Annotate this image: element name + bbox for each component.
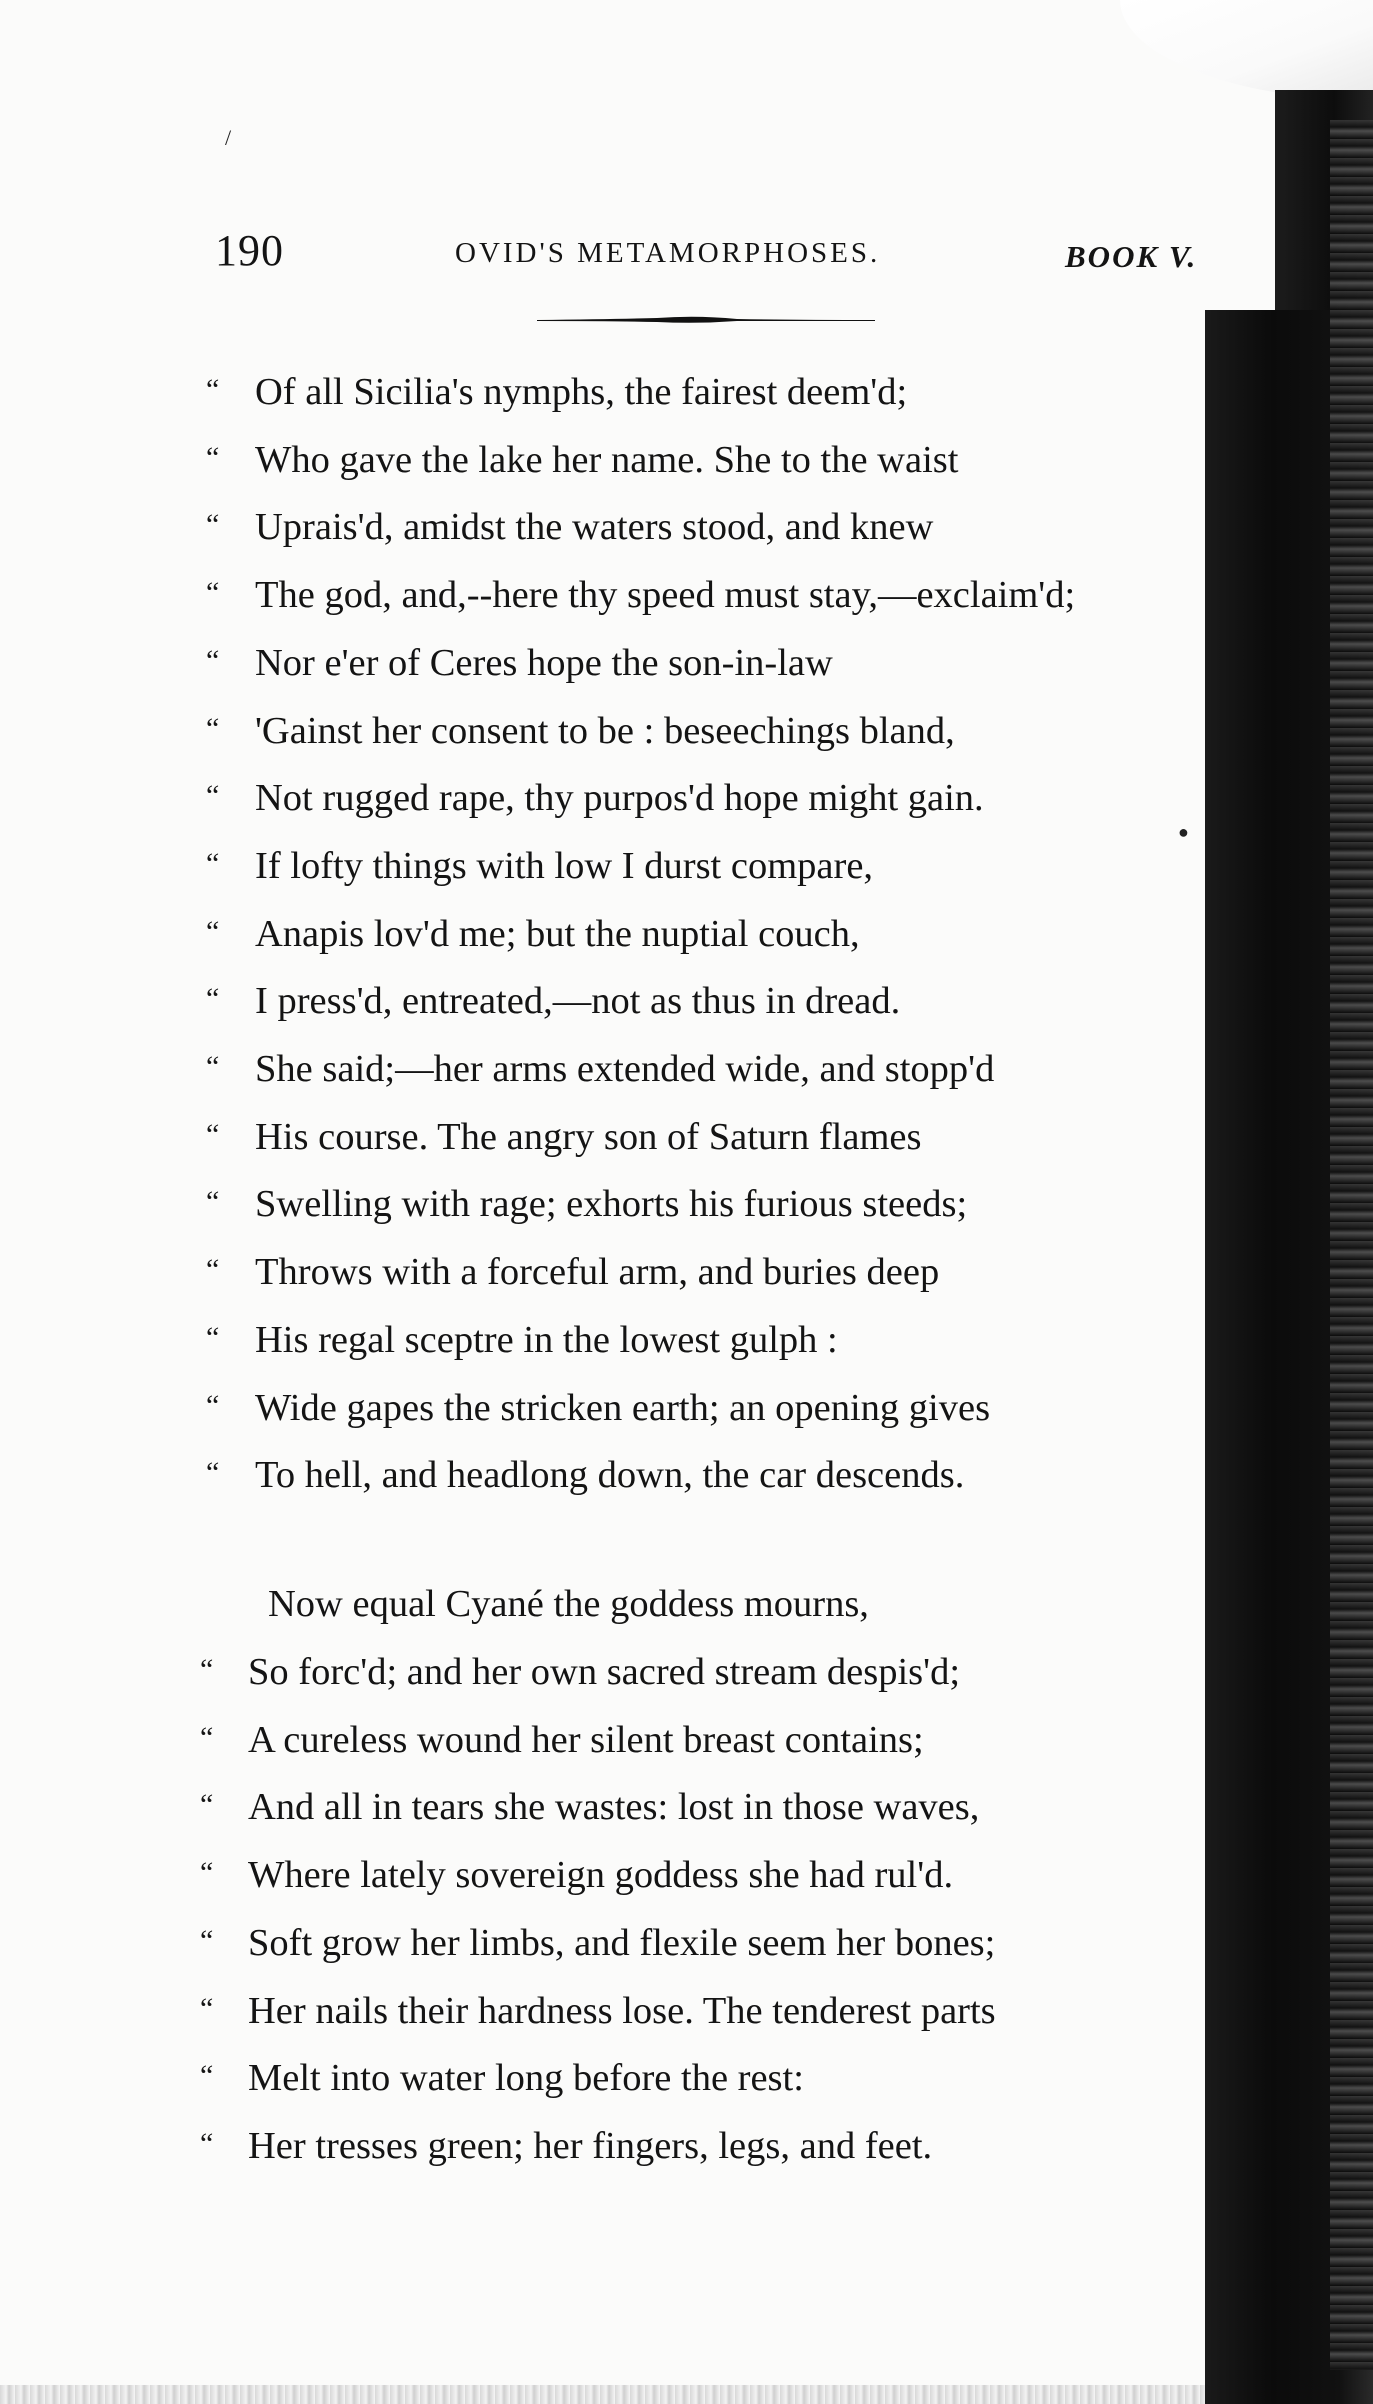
quote-mark: “ (200, 1653, 214, 1686)
stanza1-line-1: Of all Sicilia's nymphs, the fairest deem'd; (255, 371, 908, 413)
running-header (0, 225, 1220, 285)
book-label: BOOK V. (1065, 239, 1198, 274)
quote-mark: “ (206, 1389, 220, 1422)
stanza2-line-1: So forc'd; and her own sacred stream despis'd; (248, 1651, 961, 1693)
stanza1-line-7: Not rugged rape, thy purpos'd hope might gain. (255, 777, 984, 819)
page-number: 190 (215, 226, 284, 275)
quote-mark: “ (200, 2127, 214, 2160)
quote-mark: “ (206, 1456, 220, 1489)
quote-mark: “ (206, 373, 220, 406)
stanza1-line-5: Nor e'er of Ceres hope the son-in-law (255, 642, 833, 684)
stanza1-line-6: 'Gainst her consent to be : beseechings bland, (255, 710, 955, 752)
page-curl (1120, 0, 1373, 100)
quote-mark: “ (206, 915, 220, 948)
quote-mark: “ (206, 982, 220, 1015)
quote-mark: “ (206, 1253, 220, 1286)
stanza2-line-2: A cureless wound her silent breast contains; (248, 1719, 924, 1761)
stanza1-line-14: Throws with a forceful arm, and buries deep (255, 1251, 940, 1293)
quote-mark: “ (206, 1050, 220, 1083)
stanza1-line-15: His regal sceptre in the lowest gulph : (255, 1319, 838, 1361)
stanza2-line-7: Melt into water long before the rest: (248, 2057, 804, 2099)
stanza1-line-17: To hell, and headlong down, the car descends. (255, 1454, 965, 1496)
bottom-page-edge (0, 2385, 1205, 2404)
quote-mark: “ (206, 847, 220, 880)
quote-mark: “ (200, 1856, 214, 1889)
stray-mark: / (225, 125, 232, 150)
stanza1-line-10: I press'd, entreated,—not as thus in dread. (255, 980, 901, 1022)
quote-mark: “ (206, 1185, 220, 1218)
quote-mark: “ (200, 1992, 214, 2025)
stanza1-line-12: His course. The angry son of Saturn flames (255, 1116, 922, 1158)
stanza2-line-5: Soft grow her limbs, and flexile seem her bones; (248, 1922, 996, 1964)
quote-mark: “ (206, 508, 220, 541)
quote-mark: “ (206, 779, 220, 812)
quote-mark: “ (200, 1721, 214, 1754)
header-rule (537, 315, 875, 325)
stanza1-line-11: She said;—her arms extended wide, and stopp'd (255, 1048, 995, 1090)
quote-mark: “ (206, 644, 220, 677)
stanza1-line-8: If lofty things with low I durst compare, (255, 845, 874, 887)
stanza2-line-3: And all in tears she wastes: lost in those waves, (248, 1786, 980, 1828)
stanza2-line-6: Her nails their hardness lose. The tenderest parts (248, 1990, 996, 2032)
page-edge-texture (1330, 120, 1373, 2370)
stanza1-line-4: The god, and,--here thy speed must stay,—exclaim'd; (255, 574, 1076, 616)
quote-mark: “ (206, 712, 220, 745)
stanza1-line-2: Who gave the lake her name. She to the waist (255, 439, 959, 481)
stray-dot: ● (1178, 822, 1189, 842)
stanza2-line-4: Where lately sovereign goddess she had rul'd. (248, 1854, 954, 1896)
quote-mark: “ (206, 1321, 220, 1354)
stanza2-line-8: Her tresses green; her fingers, legs, and feet. (248, 2125, 933, 2167)
quote-mark: “ (200, 1788, 214, 1821)
stanza1-line-13: Swelling with rage; exhorts his furious steeds; (255, 1183, 968, 1225)
stanza1-line-16: Wide gapes the stricken earth; an opening gives (255, 1387, 991, 1429)
stanza1-line-9: Anapis lov'd me; but the nuptial couch, (255, 913, 860, 955)
stanza2-opening-line-1: Now equal Cyané the goddess mourns, (268, 1583, 869, 1625)
quote-mark: “ (200, 1924, 214, 1957)
quote-mark: “ (206, 1118, 220, 1151)
quote-mark: “ (200, 2059, 214, 2092)
quote-mark: “ (206, 441, 220, 474)
quote-mark: “ (206, 576, 220, 609)
running-title: OVID'S METAMORPHOSES. (455, 237, 881, 269)
stanza1-line-3: Uprais'd, amidst the waters stood, and knew (255, 506, 934, 548)
